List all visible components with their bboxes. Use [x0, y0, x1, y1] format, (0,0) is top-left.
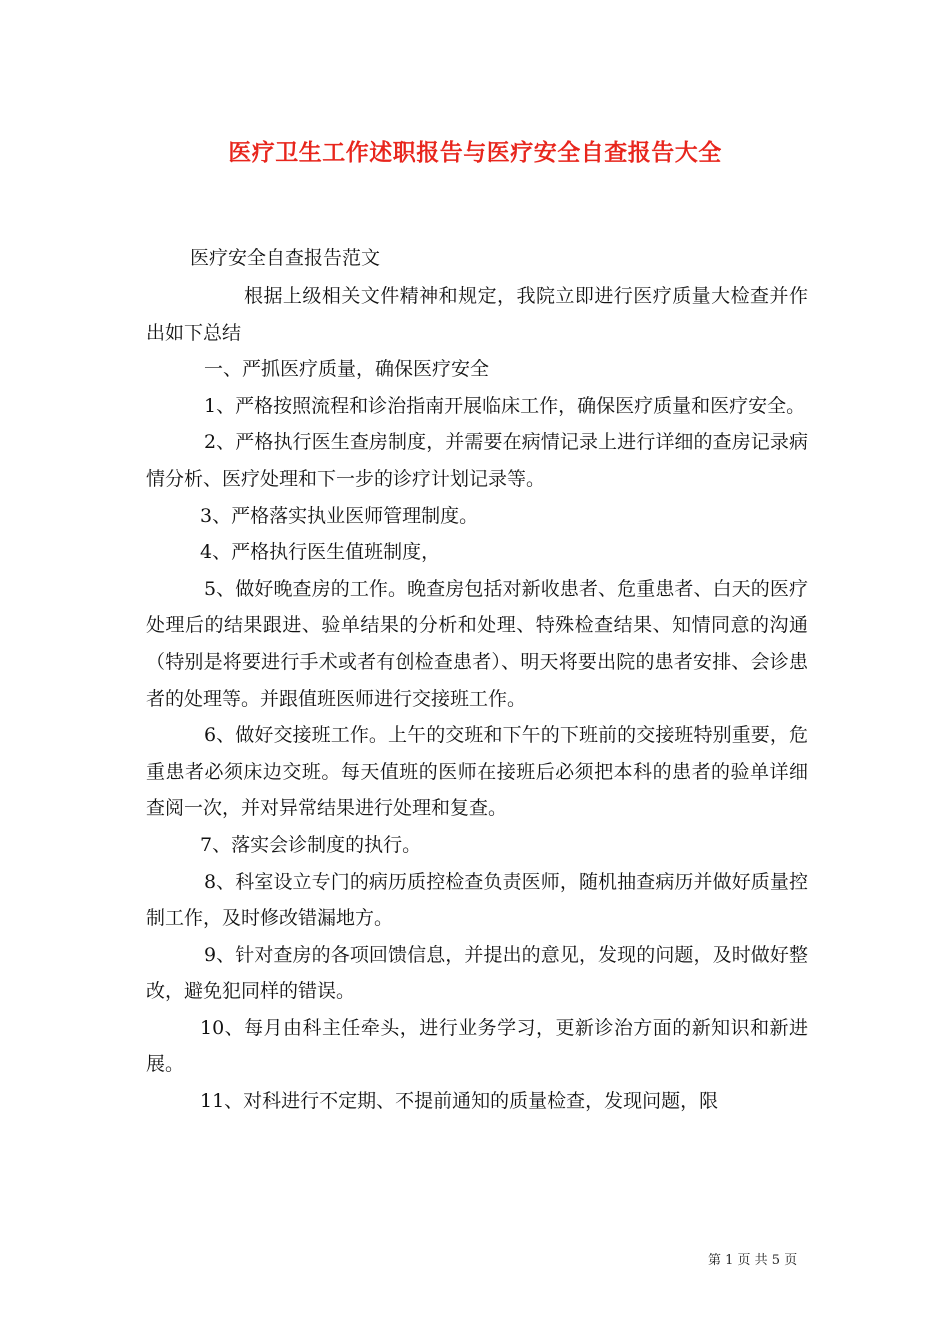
paragraph-intro: 根据上级相关文件精神和规定，我院立即进行医疗质量大检查并作出如下总结 [146, 285, 808, 344]
paragraph-item-3: 3、严格落实执业医师管理制度。 [200, 504, 479, 527]
paragraph-item-4: 4、严格执行医生值班制度， [200, 541, 441, 564]
paragraph-item-7: 7、落实会诊制度的执行。 [200, 833, 422, 856]
paragraph-item-5: 5、做好晚查房的工作。晚查房包括对新收患者、危重患者、白天的医疗处理后的结果跟进、验单结果的分析和处理、特殊检查结果、知情同意的沟通（特别是将要进行手术或者有创检查患者）、明天将要出院的患者安排、会诊患者的处理等。并跟值班医师进行交接班工作。 [146, 577, 808, 710]
paragraph-item-2: 2、严格执行医生查房制度，并需要在病情记录上进行详细的查房记录病情分析、医疗处理和下一步的诊疗计划记录等。 [146, 431, 808, 490]
paragraph-item-11: 11、对科进行不定期、不提前通知的质量检查，发现问题，限 [200, 1090, 719, 1113]
document-subtitle: 医疗安全自查报告范文 [190, 247, 381, 269]
paragraph-item-8: 8、科室设立专门的病历质控检查负责医师，随机抽查病历并做好质量控制工作，及时修改错漏地方。 [146, 870, 808, 930]
paragraph-item-10: 10、每月由科主任牵头，进行业务学习，更新诊治方面的新知识和新进展。 [146, 1016, 808, 1076]
page-number-footer: 第 1 页 共 5 页 [708, 1253, 798, 1268]
document-body [146, 278, 808, 1120]
paragraph-section-heading: 一、严抓医疗质量，确保医疗安全 [204, 358, 490, 381]
paragraph-item-9: 9、针对查房的各项回馈信息，并提出的意见，发现的问题，及时做好整改，避免犯同样的错误。 [146, 943, 808, 1003]
paragraph-item-6: 6、做好交接班工作。上午的交班和下午的下班前的交接班特别重要，危重患者必须床边交班。每天值班的医师在接班后必须把本科的患者的验单详细查阅一次，并对异常结果进行处理和复查。 [146, 724, 808, 820]
paragraph-item-1: 1、严格按照流程和诊治指南开展临床工作，确保医疗质量和医疗安全。 [204, 394, 806, 417]
document-title: 医疗卫生工作述职报告与医疗安全自查报告大全 [228, 139, 722, 166]
